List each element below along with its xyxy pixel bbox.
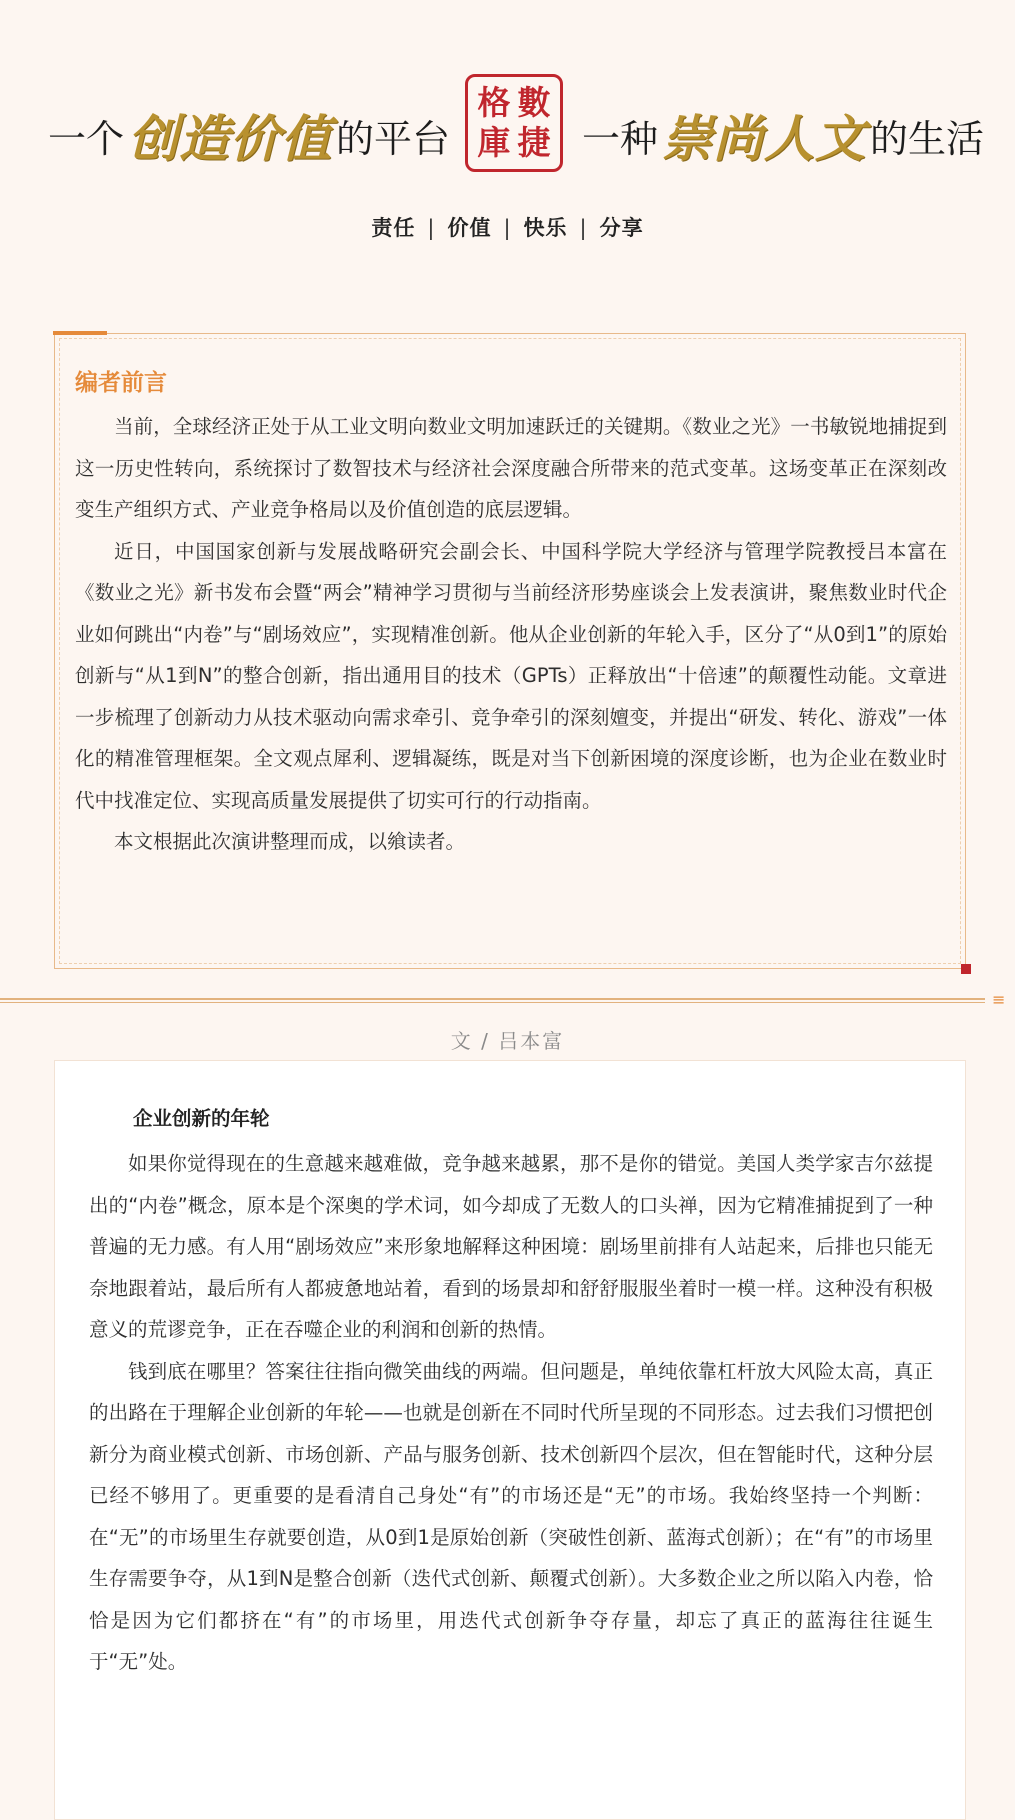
byline-author: 吕本富 [498, 1029, 565, 1053]
article-body [89, 1143, 933, 1683]
preface-corner-mark [961, 964, 971, 974]
editor-preface-box [54, 333, 966, 969]
byline-prefix: 文 [450, 1029, 473, 1053]
preface-body [75, 406, 947, 863]
seal-char: 數 [517, 83, 551, 122]
slogan-right-highlight: 崇尚人文 [662, 109, 867, 168]
article-paragraph: 钱到底在哪里？答案往往指向微笑曲线的两端。但问题是，单纯依靠杠杆放大风险太高，真正的出路在于理解企业创新的年轮——也就是创新在不同时代所呈现的不同形态。过去我们习惯把创新分为商业模式创新、市场创新、产品与服务创新、技术创新四个层次，但在智能时代，这种分层已经不够用了。更重要的是看清自己身处“有”的市场还是“无”的市场。我始终坚持一个判断：在“无”的市场里生存就要创造，从0到1是原始创新（突破性创新、蓝海式创新）；在“有”的市场里生存需要争夺，从1到N是整合创新（迭代式创新、颠覆式创新）。大多数企业之所以陷入内卷，恰恰是因为它们都挤在“有”的市场里，用迭代式创新争夺存量，却忘了真正的蓝海往往诞生于“无”处。 [89, 1359, 933, 1673]
preface-paragraph: 当前，全球经济正处于从工业文明向数业文明加速跃迁的关键期。《数业之光》一书敏锐地捕捉到这一历史性转向，系统探讨了数智技术与经济社会深度融合所带来的范式变革。这场变革正在深刻改变生产组织方式、产业竞争格局以及价值创造的底层逻辑。 [75, 415, 947, 521]
nav-item-sharing: 分享 [599, 216, 644, 240]
byline-slash: / [481, 1029, 490, 1053]
preface-accent-bar [53, 331, 107, 335]
seal-logo [465, 74, 563, 172]
seal-char: 格 [477, 83, 511, 122]
values-nav [0, 212, 1015, 242]
slogan-left-highlight: 创造价值 [128, 109, 333, 168]
slogan-right-prefix: 一种 [582, 116, 659, 161]
seal-char: 捷 [517, 123, 551, 162]
slogan-left-suffix: 的平台 [336, 116, 451, 161]
nav-item-value: 价值 [447, 216, 492, 240]
nav-separator: | [427, 216, 436, 240]
preface-title: 编者前言 [75, 370, 167, 396]
slogan-right [582, 100, 984, 170]
nav-separator: | [579, 216, 588, 240]
preface-paragraph: 近日，中国国家创新与发展战略研究会副会长、中国科学院大学经济与管理学院教授吕本富在《数业之光》新书发布会暨“两会”精神学习贯彻与当前经济形势座谈会上发表演讲，聚焦数业时代企业如何跳出“内卷”与“剧场效应”，实现精准创新。他从企业创新的年轮入手，区分了“从0到1”的原始创新与“从1到N”的整合创新，指出通用目的技术（GPTs）正释放出“十倍速”的颠覆性动能。文章进一步梳理了创新动力从技术驱动向需求牵引、竞争牵引的深刻嬗变，并提出“研发、转化、游戏”一体化的精准管理框架。全文观点犀利、逻辑凝练，既是对当下创新困境的深度诊断，也为企业在数业时代中找准定位、实现高质量发展提供了切实可行的行动指南。 [75, 539, 947, 812]
nav-separator: | [503, 216, 512, 240]
section-title: 企业创新的年轮 [133, 1107, 270, 1130]
preface-paragraph: 本文根据此次演讲整理而成，以飨读者。 [114, 830, 466, 853]
slogan-left-prefix: 一个 [48, 116, 125, 161]
slogan-left [48, 100, 450, 170]
nav-item-happiness: 快乐 [523, 216, 568, 240]
menu-lines-icon: ≡ [992, 990, 1006, 1009]
seal-char: 庫 [477, 123, 511, 162]
section-divider [0, 998, 985, 1003]
article-paragraph: 如果你觉得现在的生意越来越难做，竞争越来越累，那不是你的错觉。美国人类学家吉尔兹提出的“内卷”概念，原本是个深奥的学术词，如今却成了无数人的口头禅，因为它精准捕捉到了一种普遍的无力感。有人用“剧场效应”来形象地解释这种困境：剧场里前排有人站起来，后排也只能无奈地跟着站，最后所有人都疲惫地站着，看到的场景却和舒舒服服坐着时一模一样。这种没有积极意义的荒谬竞争，正在吞噬企业的利润和创新的热情。 [89, 1152, 933, 1341]
slogan-right-suffix: 的生活 [870, 116, 985, 161]
byline [0, 1025, 1015, 1054]
article-card [54, 1060, 966, 1820]
nav-item-responsibility: 责任 [371, 216, 416, 240]
header-banner [0, 60, 1015, 180]
